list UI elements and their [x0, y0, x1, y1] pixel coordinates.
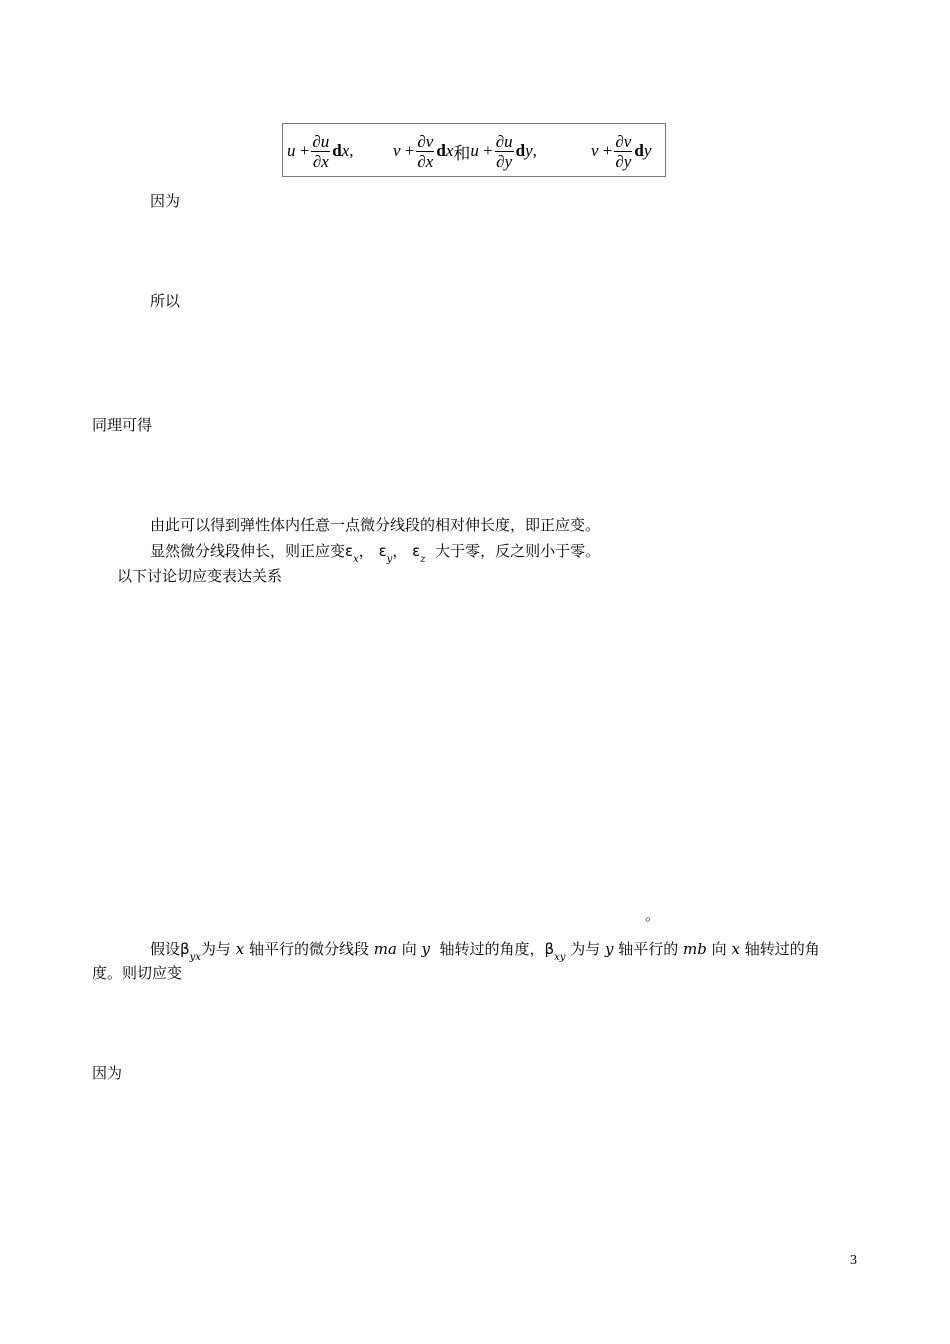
- fraction-dv-dy: $\frac{\partial v}{\partial y}$: [615, 131, 632, 171]
- paragraph-shear-line2: 度。则切应变: [92, 964, 183, 982]
- plus: +: [299, 141, 310, 160]
- formula-box: [282, 123, 666, 177]
- fraction-du-dy: $\frac{\partial u}{\partial y}$: [495, 131, 513, 171]
- page-number: 3: [850, 1253, 857, 1268]
- label-therefore: 所以: [150, 292, 181, 310]
- formula-term-1: u + $\frac{\partial u}{\partial x}$ d x ,: [287, 131, 354, 171]
- paragraph-shear-intro: 以下讨论切应变表达关系: [117, 567, 283, 585]
- var-u: u: [287, 141, 296, 160]
- fraction-du-dx: $\frac{\partial u}{\partial x}$: [312, 131, 330, 171]
- period-mark: 。: [645, 906, 661, 924]
- label-because-1: 因为: [150, 192, 181, 210]
- label-because-2: 因为: [92, 1064, 123, 1082]
- label-similarly: 同理可得: [92, 416, 153, 434]
- fraction-dv-dx: $\frac{\partial v}{\partial x}$: [417, 131, 434, 171]
- formula-term-2: v + $\frac{\partial v}{\partial x}$ d x 和 u + $\frac{\partial u}{\partial y}$ d y ,: [393, 131, 537, 171]
- paragraph-shear-assumption: 假设$\beta_{yx}$为与 x 轴平行的微分线段 ma 向 y 轴转过的角度，$\beta_{xy}$ 为与 y 轴平行的 mb 向 x 轴转过的角: [150, 940, 820, 963]
- formula-term-3: v + $\frac{\partial v}{\partial y}$ d y: [591, 131, 652, 171]
- paragraph-normal-strain: 由此可以得到弹性体内任意一点微分线段的相对伸长度，即正应变。: [150, 516, 601, 534]
- paragraph-strain-sign: 显然微分线段伸长，则正应变$\varepsilon_x$， $\varepsilon_y$， $\varepsilon_z$ 大于零，反之则小于零。: [150, 542, 601, 565]
